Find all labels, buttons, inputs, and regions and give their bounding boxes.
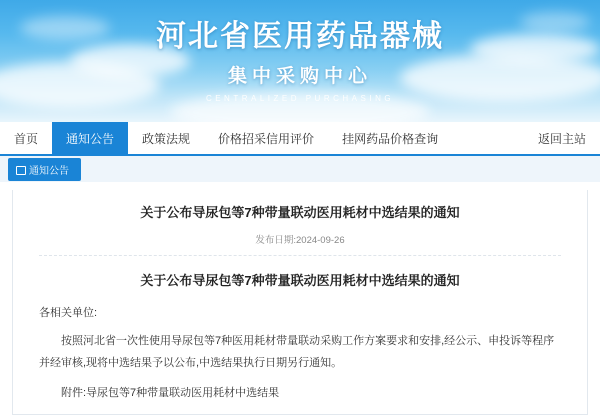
main-navigation xyxy=(0,122,600,156)
nav-item-home[interactable]: 首页 xyxy=(14,131,39,146)
article-salutation: 各相关单位: xyxy=(39,307,98,320)
nav-item-notices[interactable]: 通知公告 xyxy=(52,122,128,154)
site-subtitle: 集中采购中心 xyxy=(227,65,372,87)
article-body-title: 关于公布导尿包等7种带量联动医用耗材中选结果的通知 xyxy=(140,273,460,289)
publish-date: 发布日期:2024-09-26 xyxy=(39,232,561,256)
article-card xyxy=(12,190,588,415)
nav-item-drug-price-query[interactable]: 挂网药品价格查询 xyxy=(342,131,439,146)
nav-spacer xyxy=(452,122,524,154)
site-title: 河北省医用药品器械 xyxy=(156,19,444,54)
document-icon xyxy=(16,165,25,174)
page-title: 关于公布导尿包等7种带量联动医用耗材中选结果的通知 xyxy=(140,205,460,220)
breadcrumb xyxy=(0,156,600,182)
breadcrumb-label: 通知公告 xyxy=(29,165,69,177)
site-banner xyxy=(0,0,600,122)
nav-item-credit-evaluation[interactable]: 价格招采信用评价 xyxy=(218,131,315,146)
site-title-english: CENTRALIZED PURCHASING xyxy=(205,94,395,103)
breadcrumb-current[interactable] xyxy=(8,158,81,181)
banner-text-group xyxy=(0,0,600,103)
nav-item-policies[interactable]: 政策法规 xyxy=(142,131,191,146)
article-paragraph: 按照河北省一次性使用导尿包等7种医用耗材带量联动采购工作方案要求和安排,经公示、申投诉等程序并经审核,现将中选结果予以公布,中选结果执行日期另行通知。 xyxy=(39,335,555,370)
nav-item-return-main-site[interactable]: 返回主站 xyxy=(537,131,586,146)
article-attachment: 附件:导尿包等7种带量联动医用耗材中选结果 xyxy=(61,387,280,400)
